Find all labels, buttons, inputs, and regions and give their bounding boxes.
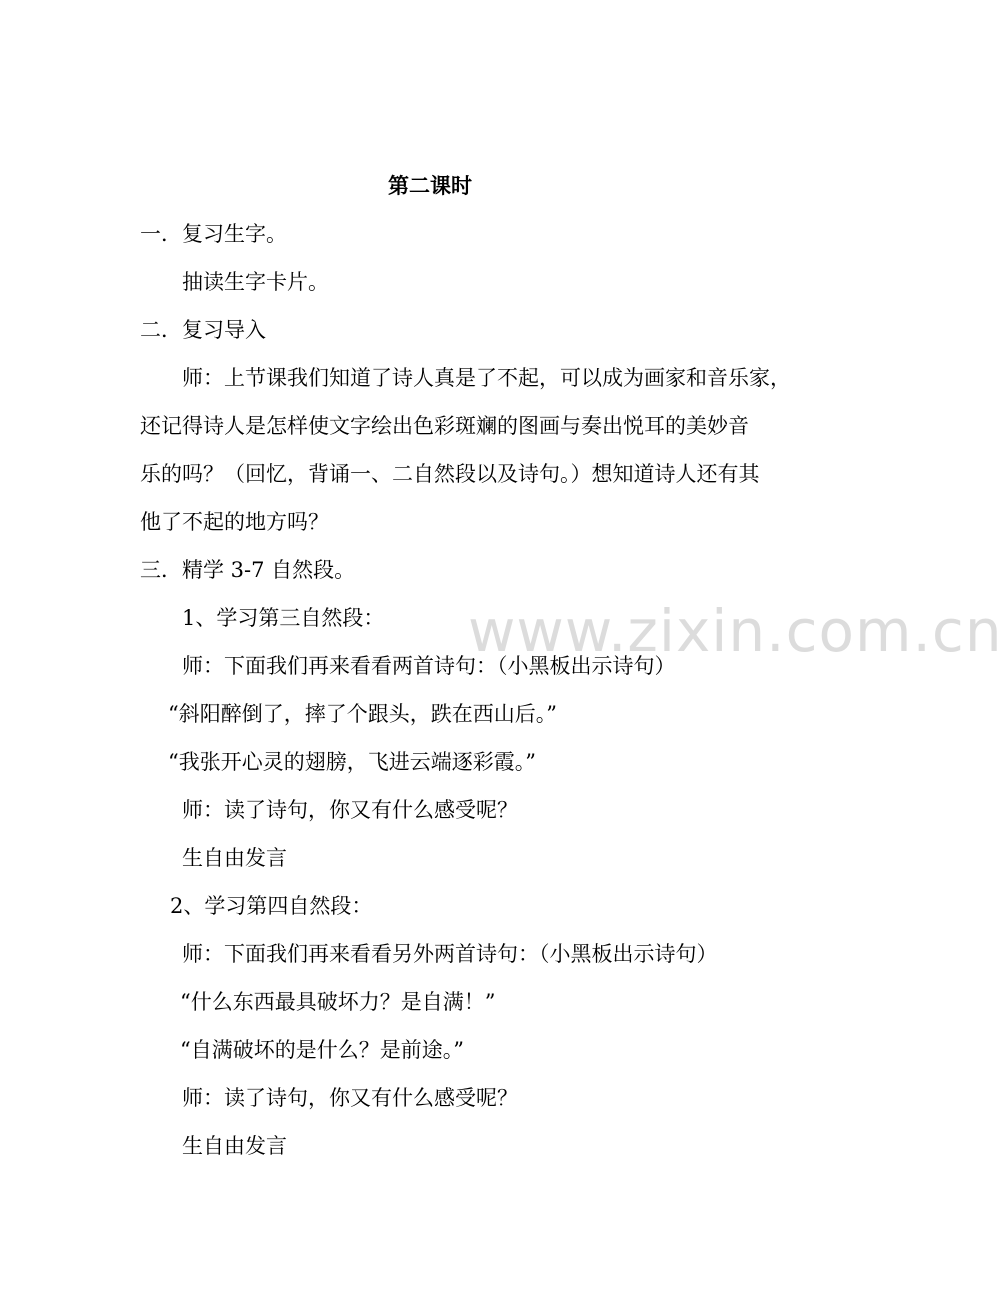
- paragraph-line: 师：下面我们再来看看两首诗句：（小黑板出示诗句）: [182, 654, 676, 678]
- subsection-heading: 1、学习第三自然段：: [182, 606, 385, 630]
- section-heading-2: 二．复习导入: [140, 318, 266, 342]
- paragraph-line: 师：上节课我们知道了诗人真是了不起，可以成为画家和音乐家，: [182, 366, 791, 390]
- poem-quote: “什么东西最具破坏力？是自满！”: [180, 990, 496, 1014]
- paragraph-line: 师：读了诗句，你又有什么感受呢？: [182, 1086, 518, 1110]
- paragraph-line: 生自由发言: [182, 846, 287, 870]
- paragraph-line: 乐的吗？（回忆，背诵一、二自然段以及诗句。）想知道诗人还有其: [140, 462, 760, 486]
- subsection-heading: 2、学习第四自然段：: [170, 894, 373, 918]
- page-title: 第二课时: [388, 173, 472, 198]
- poem-quote: “斜阳醉倒了，摔了个跟头，跌在西山后。”: [168, 702, 557, 726]
- section-heading-1: 一．复习生字。: [140, 222, 287, 246]
- paragraph-line: 生自由发言: [182, 1134, 287, 1158]
- paragraph-line: 还记得诗人是怎样使文字绘出色彩斑斓的图画与奏出悦耳的美妙音: [140, 414, 749, 438]
- section-heading-3: 三．精学 3-7 自然段。: [140, 558, 356, 582]
- paragraph-line: 师：读了诗句，你又有什么感受呢？: [182, 798, 518, 822]
- poem-quote: “自满破坏的是什么？是前途。”: [180, 1038, 464, 1062]
- paragraph-line: 他了不起的地方吗？: [140, 510, 329, 534]
- paragraph-line: 抽读生字卡片。: [182, 270, 329, 294]
- paragraph-line: 师：下面我们再来看看另外两首诗句：（小黑板出示诗句）: [182, 942, 718, 966]
- watermark: www.zixin.com.cn: [468, 597, 1003, 665]
- poem-quote: “我张开心灵的翅膀，飞进云端逐彩霞。”: [168, 750, 536, 774]
